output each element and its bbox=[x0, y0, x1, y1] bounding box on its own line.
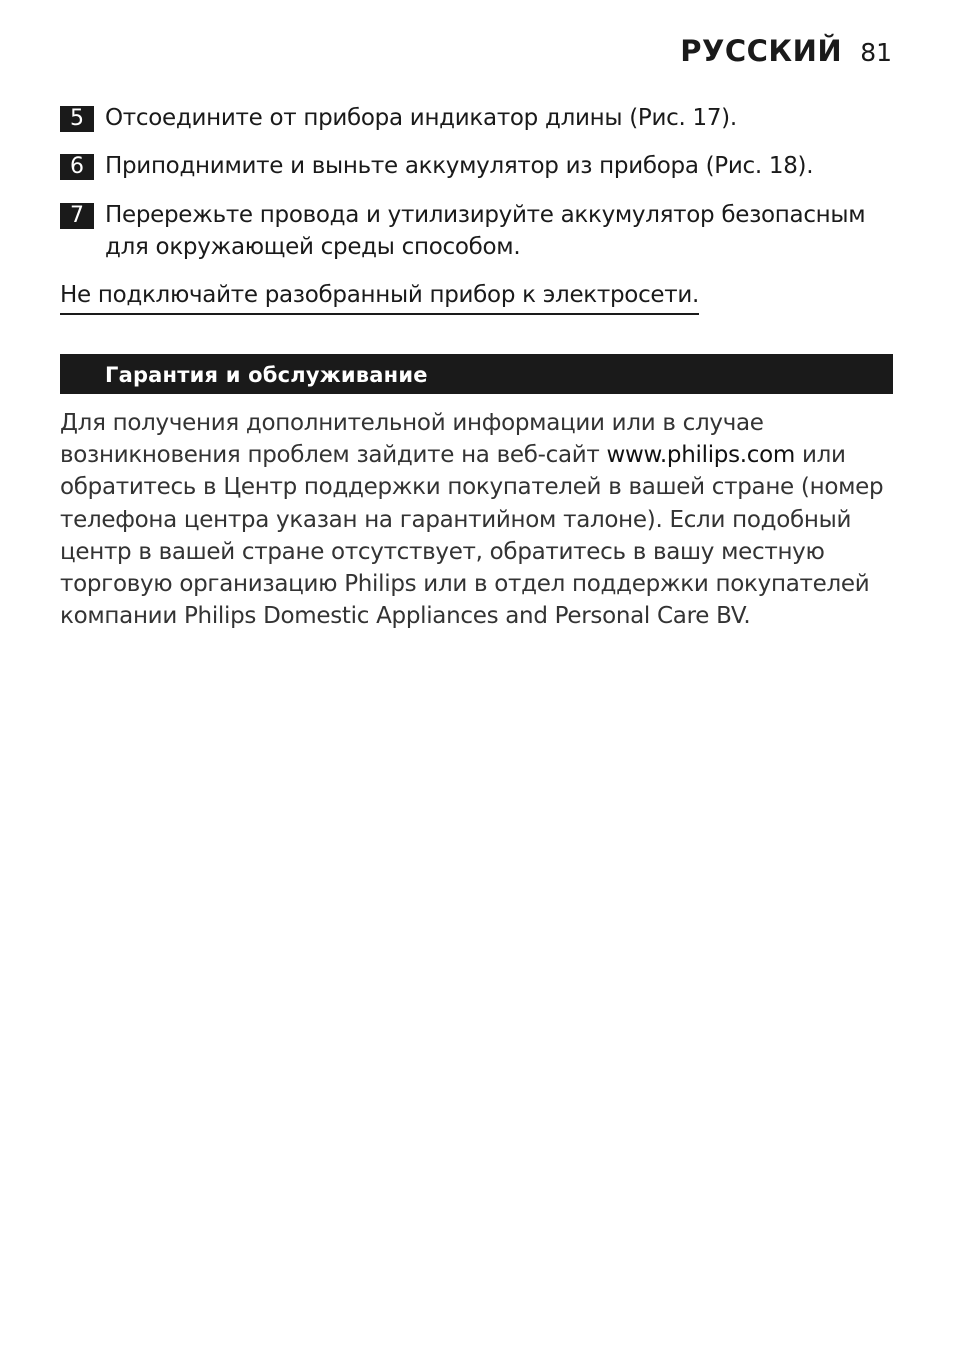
step-number-badge: 7 bbox=[60, 203, 94, 229]
language-heading: РУССКИЙ bbox=[680, 34, 843, 68]
paragraph-line: центр в вашей стране отсутствует, обратитесь в вашу местную bbox=[60, 538, 825, 565]
paragraph-text: возникновения проблем зайдите на веб-сайт bbox=[60, 442, 607, 469]
step-number-badge: 6 bbox=[60, 154, 94, 180]
paragraph-line: телефона центра указан на гарантийном талоне). Если подобный bbox=[60, 506, 852, 533]
step-text: Приподнимите и выньте аккумулятор из прибора (Рис. 18). bbox=[105, 153, 814, 179]
step-6 bbox=[60, 150, 900, 182]
paragraph-text: или bbox=[795, 442, 846, 469]
warning-note: Не подключайте разобранный прибор к электросети. bbox=[60, 279, 699, 315]
section-body-paragraph bbox=[60, 407, 900, 632]
paragraph-line: Для получения дополнительной информации или в случае bbox=[60, 410, 764, 436]
step-text: Отсоедините от прибора индикатор длины (Рис. 17). bbox=[105, 105, 737, 131]
step-number-badge: 5 bbox=[60, 106, 94, 132]
section-title: Гарантия и обслуживание bbox=[105, 363, 428, 387]
step-5 bbox=[60, 102, 900, 134]
website-link[interactable]: www.philips.com bbox=[606, 442, 795, 469]
section-header-bar bbox=[60, 354, 893, 394]
paragraph-line bbox=[60, 439, 900, 471]
step-text-line: для окружающей среды способом. bbox=[105, 234, 521, 260]
paragraph-line: обратитесь в Центр поддержки покупателей в вашей стране (номер bbox=[60, 474, 884, 501]
step-text-line: Перережьте провода и утилизируйте аккумулятор безопасным bbox=[105, 202, 866, 228]
step-text bbox=[105, 199, 865, 263]
paragraph-line: торговую организацию Philips или в отдел поддержки покупателей bbox=[60, 571, 870, 598]
page-header bbox=[680, 34, 892, 68]
paragraph-line: компании Philips Domestic Appliances and Personal Care BV. bbox=[60, 603, 751, 630]
step-7 bbox=[60, 199, 900, 263]
page-number: 81 bbox=[860, 38, 892, 67]
